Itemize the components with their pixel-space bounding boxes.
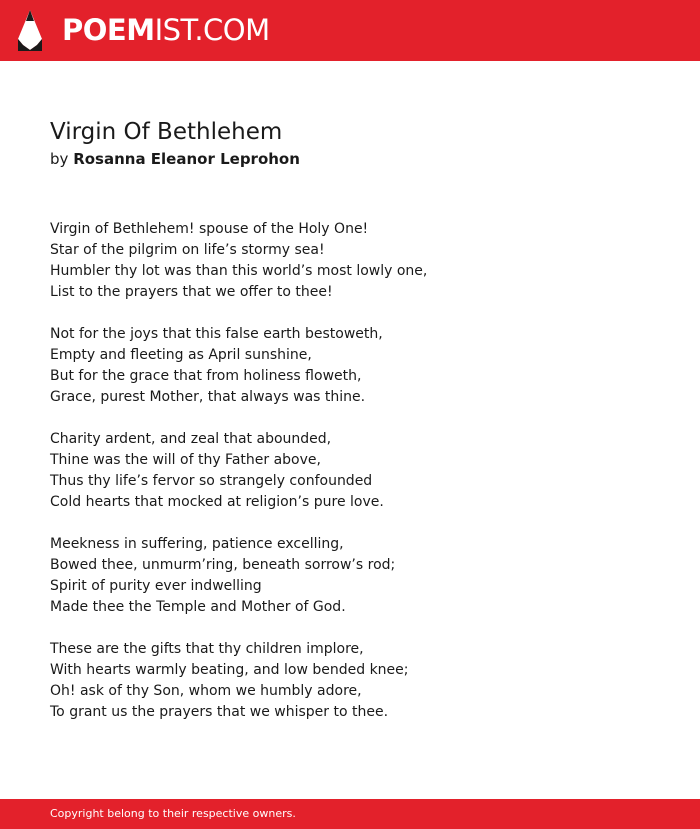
stanza bbox=[50, 324, 427, 408]
stanza bbox=[50, 639, 427, 723]
poem-line: Star of the pilgrim on life’s stormy sea! bbox=[50, 242, 325, 258]
poem-line: Made thee the Temple and Mother of God. bbox=[50, 599, 346, 615]
byline bbox=[50, 148, 300, 170]
poem-line: Spirit of purity ever indwelling bbox=[50, 578, 262, 594]
poem-line: These are the gifts that thy children implore, bbox=[50, 641, 364, 657]
brand-bold: POEM bbox=[62, 13, 155, 47]
poem-line: With hearts warmly beating, and low bended knee; bbox=[50, 662, 409, 678]
poem-body bbox=[50, 219, 427, 744]
poem-line: Cold hearts that mocked at religion’s pure love. bbox=[50, 494, 384, 510]
poem-line: Oh! ask of thy Son, whom we humbly adore, bbox=[50, 683, 362, 699]
poem-line: Grace, purest Mother, that always was thine. bbox=[50, 389, 366, 405]
poem-line: Humbler thy lot was than this world’s most lowly one, bbox=[50, 263, 428, 279]
poem-line: List to the prayers that we offer to thee! bbox=[50, 284, 333, 300]
poem-line: Charity ardent, and zeal that abounded, bbox=[50, 431, 332, 447]
poem-line: Meekness in suffering, patience excelling, bbox=[50, 536, 344, 552]
poem-line: Virgin of Bethlehem! spouse of the Holy One! bbox=[50, 221, 369, 237]
stanza bbox=[50, 534, 427, 618]
pencil-tip-icon[interactable] bbox=[17, 9, 43, 51]
poem-line: Empty and fleeting as April sunshine, bbox=[50, 347, 312, 363]
stanza bbox=[50, 429, 427, 513]
site-header bbox=[0, 0, 700, 61]
by-label: by bbox=[50, 150, 69, 168]
site-footer bbox=[0, 799, 700, 829]
brand-light: IST.COM bbox=[154, 13, 270, 47]
site-logo[interactable] bbox=[62, 12, 270, 48]
poem-title: Virgin Of Bethlehem bbox=[50, 119, 283, 145]
author-name: Rosanna Eleanor Leprohon bbox=[73, 150, 300, 168]
poem-line: Thine was the will of thy Father above, bbox=[50, 452, 321, 468]
copyright-text: Copyright belong to their respective owners. bbox=[50, 807, 296, 820]
stanza bbox=[50, 219, 427, 303]
poem-line: Bowed thee, unmurm’ring, beneath sorrow’s rod; bbox=[50, 557, 396, 573]
poem-line: Not for the joys that this false earth bestoweth, bbox=[50, 326, 383, 342]
poem-line: But for the grace that from holiness floweth, bbox=[50, 368, 362, 384]
poem-line: To grant us the prayers that we whisper to thee. bbox=[50, 704, 389, 720]
poem-line: Thus thy life’s fervor so strangely confounded bbox=[50, 473, 373, 489]
